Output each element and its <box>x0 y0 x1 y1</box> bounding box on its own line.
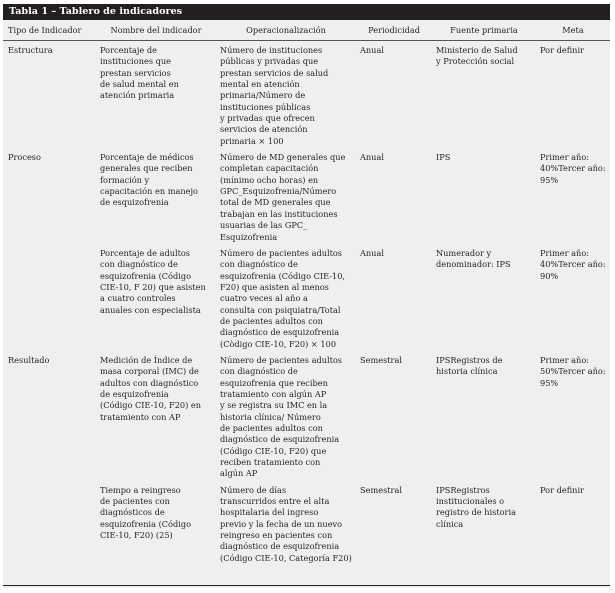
cell-tipo <box>3 481 96 565</box>
cell-operacionalizacion: Número de pacientes adultos con diagnóstico de esquizofrenia (Código CIE-10, F20) que asisten al menos cuatro veces al año a consulta con psiquiatra/Total de pacientes adultos con diagnóstico de esquizofrenia (Còdigo CIE-10, F20) × 100 <box>220 247 346 349</box>
cell-nombre: Porcentaje de médicos generales que reciben formación y capacitación en manejo de esquizofrenia <box>100 152 198 208</box>
cell-tipo: Resultado <box>8 354 50 365</box>
indicator-table <box>3 20 610 565</box>
cell-tipo <box>3 244 96 351</box>
cell-fuente: IPSRegistros de historia clínica <box>436 354 503 377</box>
header-meta: Meta <box>536 20 610 41</box>
cell-nombre: Porcentaje de adultos con diagnóstico de esquizofrenia (Código CIE-10, F 20) que asisten a cuatro controles anuales con especialista <box>100 247 206 315</box>
indicator-table-panel <box>3 4 610 588</box>
cell-meta: Primer año: 40%Tercer año: 90% <box>540 247 606 281</box>
table-row <box>3 244 610 351</box>
cell-fuente: IPSRegistros institucionales o registro de historia clínica <box>436 484 516 529</box>
cell-operacionalizacion: Número de instituciones públicas y privadas que prestan servicios de salud mental en atención primaria/Número de instituciones públicas y privadas que ofrecen servicios de atención primaria × 100 <box>220 45 329 146</box>
table-bottom-rule <box>3 585 610 586</box>
header-row <box>3 20 610 41</box>
cell-meta: Por definir <box>540 484 584 495</box>
header-operacionalizacion: Operacionalización <box>216 20 356 41</box>
table-row <box>3 41 610 149</box>
cell-nombre: Tiempo a reingreso de pacientes con diagnósticos de esquizofrenia (Código CIE-10, F20) (25) <box>100 484 192 541</box>
cell-periodicidad: Semestral <box>360 484 402 495</box>
table-row <box>3 481 610 565</box>
header-periodicidad: Periodicidad <box>356 20 432 41</box>
header-nombre: Nombre del indicador <box>96 20 216 41</box>
cell-tipo: Estructura <box>8 45 53 55</box>
cell-fuente: IPS <box>436 152 451 163</box>
header-fuente: Fuente primaria <box>432 20 536 41</box>
table-title: Tabla 1 – Tablero de indicadores <box>3 4 610 20</box>
header-tipo: Tipo de Indicador <box>3 20 96 41</box>
cell-nombre: Medición de Índice de masa corporal (IMC) de adultos con diagnóstico de esquizofrenia (Código CIE-10, F20) en tratamiento con AP <box>100 354 202 422</box>
cell-periodicidad: Anual <box>360 152 384 163</box>
table-row <box>3 351 610 481</box>
cell-operacionalizacion: Número de pacientes adultos con diagnóstico de esquizofrenia que reciben tratamiento con algún AP y se registra su IMC en la historia clínica/ Número de pacientes adultos con diagnóstico de esquizofrenia (Código CIE-10, F20) que reciben tratamiento con algún AP <box>220 354 343 479</box>
cell-operacionalizacion: Número de MD generales que completan capacitación (mínimo ocho horas) en GPC_Esquizofrenia/Número total de MD generales que trabajan en las instituciones usuarias de las GPC_ Esquizofrenia <box>220 152 346 242</box>
cell-periodicidad: Anual <box>360 247 384 258</box>
cell-fuente: Ministerio de Salud y Protección social <box>436 45 518 67</box>
cell-meta: Primer año: 50%Tercer año: 95% <box>540 354 606 388</box>
cell-nombre: Porcentaje de instituciones que prestan servicios de salud mental en atención primaria <box>100 45 179 101</box>
cell-periodicidad: Anual <box>360 45 384 55</box>
table-row <box>3 148 610 244</box>
cell-periodicidad: Semestral <box>360 354 402 365</box>
cell-meta: Primer año: 40%Tercer año: 95% <box>540 152 606 185</box>
cell-fuente: Numerador y denominador: IPS <box>436 247 511 270</box>
cell-tipo: Proceso <box>8 152 41 163</box>
cell-operacionalizacion: Número de días transcurridos entre el alta hospitalaria del ingreso previo y la fecha de un nuevo reingreso en pacientes con diagnóstico de esquizofrenia (Código CIE-10, Categoría F20) <box>220 484 352 563</box>
cell-meta: Por definir <box>540 45 584 55</box>
